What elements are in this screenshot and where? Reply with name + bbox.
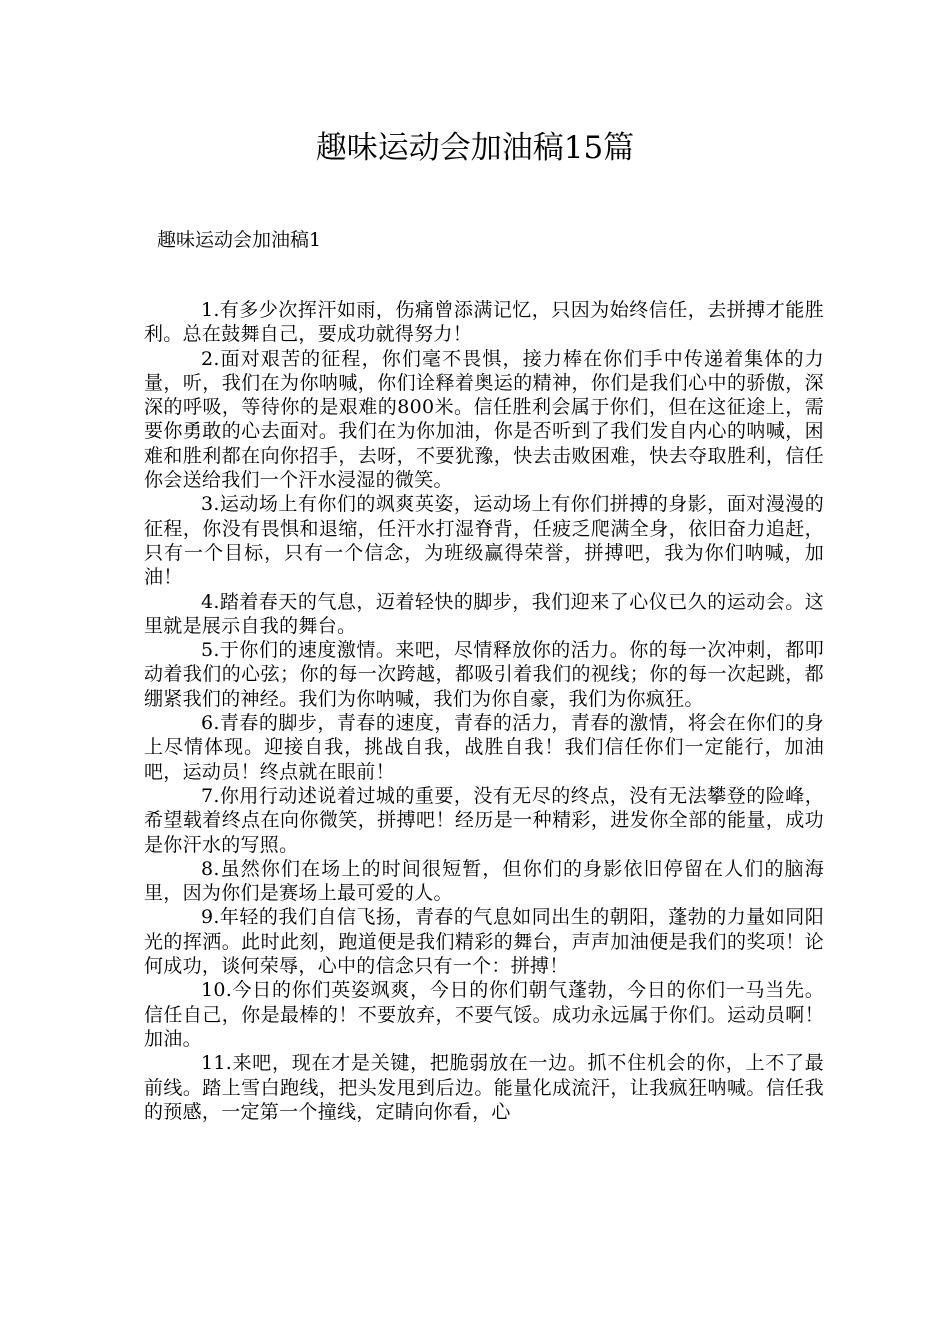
section-heading: 趣味运动会加油稿1 bbox=[157, 229, 322, 251]
paragraph: 11.来吧，现在才是关键，把脆弱放在一边。抓不住机会的你，上不了最前线。踏上雪白跑线，把头发甩到后边。能量化成流汗，让我疯狂呐喊。信任我的预感，一定第一个撞线，定睛向你看，心 bbox=[144, 1052, 824, 1123]
paragraph: 1.有多少次挥汗如雨，伤痛曾添满记忆，只因为始终信任，去拼搏才能胜利。总在鼓舞自己，要成功就得努力！ bbox=[144, 299, 824, 346]
paragraph: 2.面对艰苦的征程，你们毫不畏惧，接力棒在你们手中传递着集体的力量，听，我们在为你呐喊，你们诠释着奥运的精神，你们是我们心中的骄傲，深深的呼吸，等待你的是艰难的800米。信任胜利会属于你们，但在这征途上，需要你勇敢的心去面对。我们在为你加油，你是否听到了我们发自内心的呐喊，困难和胜利都在向你招手，去呀，不要犹豫，快去击败困难，快去夺取胜利，信任你会送给我们一个汗水浸湿的微笑。 bbox=[144, 347, 824, 492]
paragraph: 6.青春的脚步，青春的速度，青春的活力，青春的激情，将会在你们的身上尽情体现。迎接自我，挑战自我，战胜自我！我们信任你们一定能行，加油吧，运动员！终点就在眼前！ bbox=[144, 712, 824, 783]
paragraph: 9.年轻的我们自信飞扬，青春的气息如同出生的朝阳，蓬勃的力量如同阳光的挥洒。此时此刻，跑道便是我们精彩的舞台，声声加油便是我们的奖项！论何成功，谈何荣辱，心中的信念只有一个：拼搏！ bbox=[144, 906, 824, 978]
paragraph: 4.踏着春天的气息，迈着轻快的脚步，我们迎来了心仪已久的运动会。这里就是展示自我的舞台。 bbox=[144, 590, 824, 637]
paragraph: 10.今日的你们英姿飒爽，今日的你们朝气蓬勃，今日的你们一马当先。信任自己，你是最棒的！不要放弃，不要气馁。成功永远属于你们。运动员啊！加油。 bbox=[144, 979, 824, 1050]
paragraph: 3.运动场上有你们的飒爽英姿，运动场上有你们拼搏的身影，面对漫漫的征程，你没有畏惧和退缩，任汗水打湿脊背，任疲乏爬满全身，依旧奋力追赶，只有一个目标，只有一个信念，为班级赢得荣誉，拼搏吧，我为你们呐喊，加油！ bbox=[144, 493, 824, 589]
document-title: 趣味运动会加油稿15篇 bbox=[315, 130, 635, 166]
paragraph: 5.于你们的速度激情。来吧，尽情释放你的活力。你的每一次冲刺，都叩动着我们的心弦；你的每一次跨越，都吸引着我们的视线；你的每一次起跳，都绷紧我们的神经。我们为你呐喊，我们为你自豪，我们为你疯狂。 bbox=[144, 639, 824, 710]
paragraph: 7.你用行动述说着过城的重要，没有无尽的终点，没有无法攀登的险峰，希望载着终点在向你微笑，拼搏吧！经历是一种精彩，进发你全部的能量，成功是你汗水的写照。 bbox=[144, 784, 824, 856]
document-body bbox=[144, 298, 824, 1124]
paragraph: 8.虽然你们在场上的时间很短暂，但你们的身影依旧停留在人们的脑海里，因为你们是赛场上最可爱的人。 bbox=[144, 857, 824, 905]
